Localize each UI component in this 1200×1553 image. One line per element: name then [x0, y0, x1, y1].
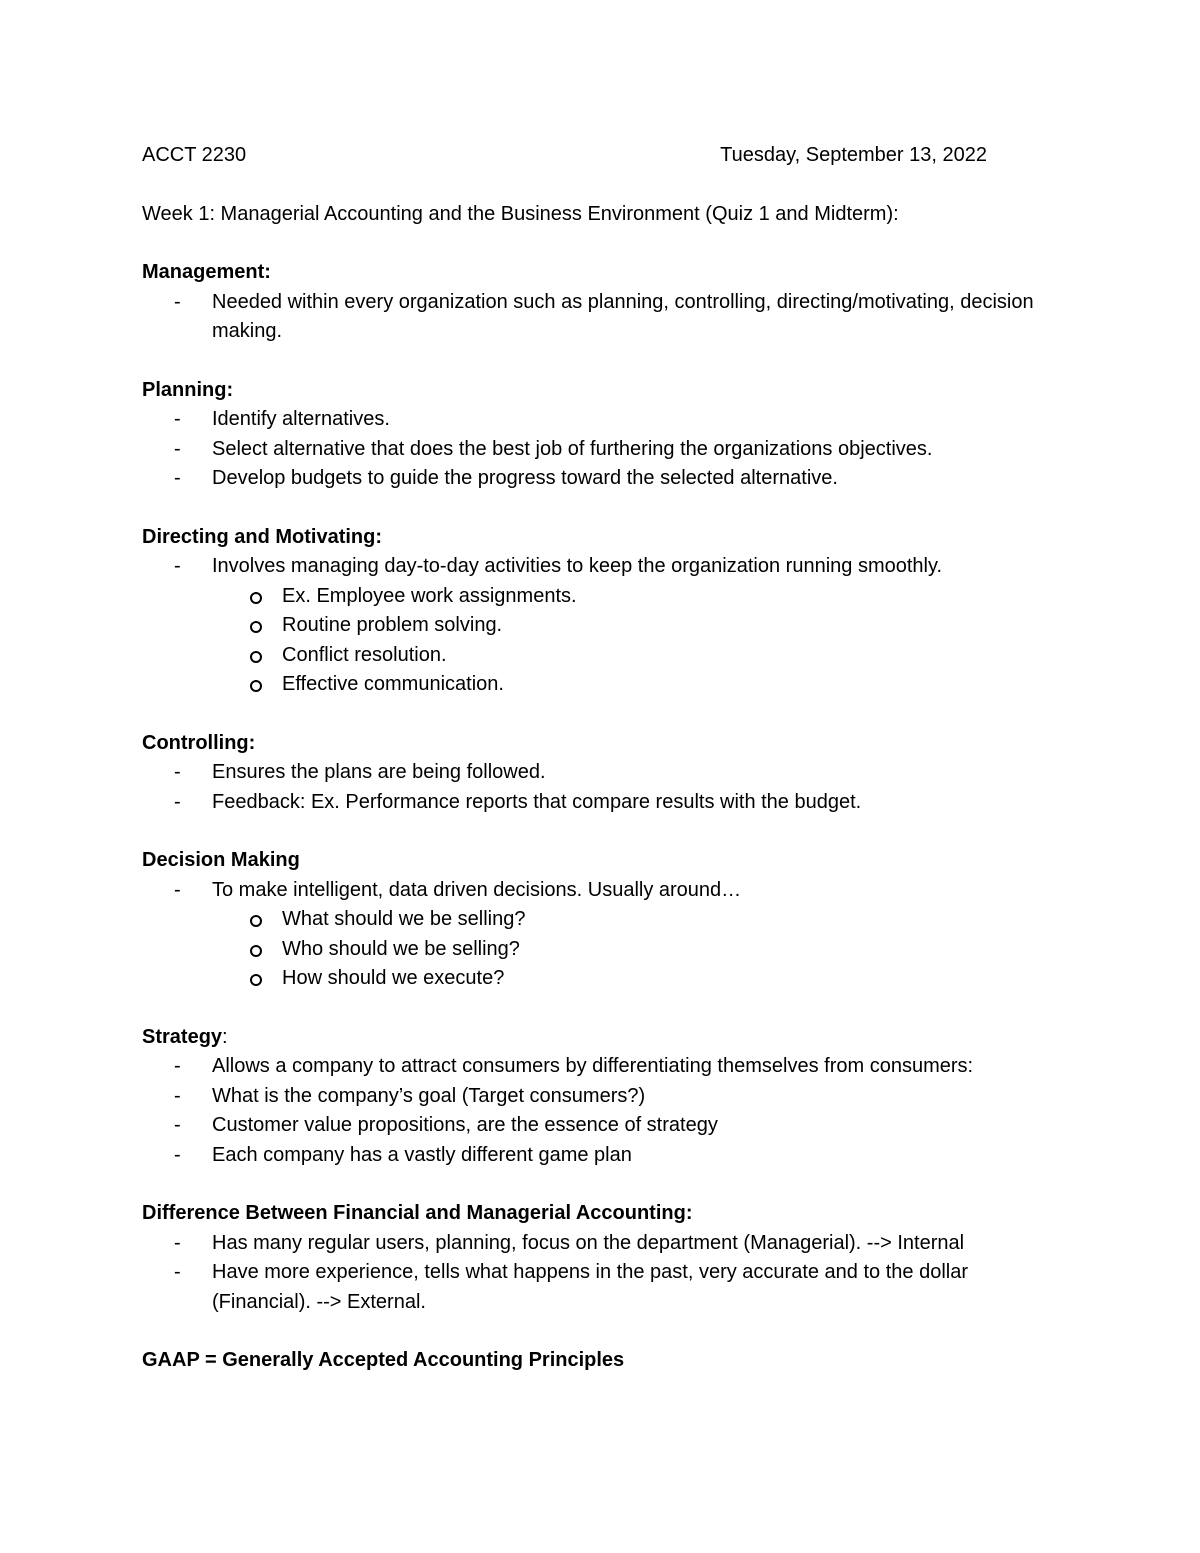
section-planning: [142, 376, 1052, 494]
sub-list-item: Effective communication.: [142, 670, 1052, 700]
section-strategy: [142, 1023, 1052, 1171]
bullet-list: [142, 552, 1052, 582]
list-item: - Develop budgets to guide the progress toward the selected alternative.: [142, 464, 1052, 494]
document-date: Tuesday, September 13, 2022: [720, 144, 987, 166]
list-item: - Needed within every organization such as planning, controlling, directing/motivating, decision making.: [142, 288, 1052, 347]
bullet-list: [142, 1052, 1052, 1170]
list-item: - Each company has a vastly different game plan: [142, 1141, 1052, 1171]
list-item: - Feedback: Ex. Performance reports that compare results with the budget.: [142, 788, 1052, 818]
sub-list-item: Routine problem solving.: [142, 611, 1052, 641]
section-heading: Management:: [142, 261, 271, 283]
document-header: [142, 141, 987, 171]
sub-list-item: Ex. Employee work assignments.: [142, 582, 1052, 612]
section-heading: Decision Making: [142, 849, 300, 871]
sub-list-item: Who should we be selling?: [142, 935, 1052, 965]
section-financial-vs-managerial: [142, 1199, 1052, 1317]
bullet-list: [142, 1229, 1052, 1318]
circle-bullet-icon: [250, 945, 262, 957]
circle-bullet-icon: [250, 915, 262, 927]
circle-bullet-icon: [250, 680, 262, 692]
sub-bullet-list: [142, 582, 1052, 700]
section-heading: Planning:: [142, 378, 234, 401]
circle-bullet-icon: [250, 651, 262, 663]
section-heading: Strategy:: [142, 1025, 228, 1048]
list-item: - Involves managing day-to-day activities to keep the organization running smoothly.: [142, 552, 1052, 582]
course-code: ACCT 2230: [142, 144, 247, 166]
list-item: - Identify alternatives.: [142, 405, 1052, 435]
section-directing-motivating: [142, 523, 1052, 700]
list-item: - Have more experience, tells what happens in the past, very accurate and to the dollar (Financial). --> External.: [142, 1258, 1052, 1317]
bullet-list: [142, 288, 1052, 347]
list-item: - Select alternative that does the best job of furthering the organizations objectives.: [142, 435, 1052, 465]
section-heading: Difference Between Financial and Managerial Accounting:: [142, 1202, 693, 1224]
document-page: [142, 141, 1052, 1376]
list-item: - To make intelligent, data driven decisions. Usually around…: [142, 876, 1052, 906]
sub-list-item: What should we be selling?: [142, 905, 1052, 935]
sub-bullet-list: [142, 905, 1052, 994]
list-item: - Ensures the plans are being followed.: [142, 758, 1052, 788]
circle-bullet-icon: [250, 621, 262, 633]
gaap-definition: GAAP = Generally Accepted Accounting Principles: [142, 1349, 625, 1371]
section-heading: Directing and Motivating:: [142, 525, 382, 548]
section-decision-making: [142, 846, 1052, 994]
sub-list-item: Conflict resolution.: [142, 641, 1052, 671]
week-title: Week 1: Managerial Accounting and the Business Environment (Quiz 1 and Midterm):: [142, 202, 899, 225]
list-item: - Allows a company to attract consumers by differentiating themselves from consumers:: [142, 1052, 1052, 1082]
sub-list-item: How should we execute?: [142, 964, 1052, 994]
bullet-list: [142, 405, 1052, 494]
list-item: - What is the company’s goal (Target consumers?): [142, 1082, 1052, 1112]
bullet-list: [142, 876, 1052, 906]
list-item: - Customer value propositions, are the essence of strategy: [142, 1111, 1052, 1141]
section-heading: Controlling:: [142, 731, 256, 754]
list-item: - Has many regular users, planning, focus on the department (Managerial). --> Internal: [142, 1229, 1052, 1259]
circle-bullet-icon: [250, 592, 262, 604]
section-controlling: [142, 729, 1052, 818]
section-management: [142, 258, 1052, 347]
circle-bullet-icon: [250, 974, 262, 986]
bullet-list: [142, 758, 1052, 817]
